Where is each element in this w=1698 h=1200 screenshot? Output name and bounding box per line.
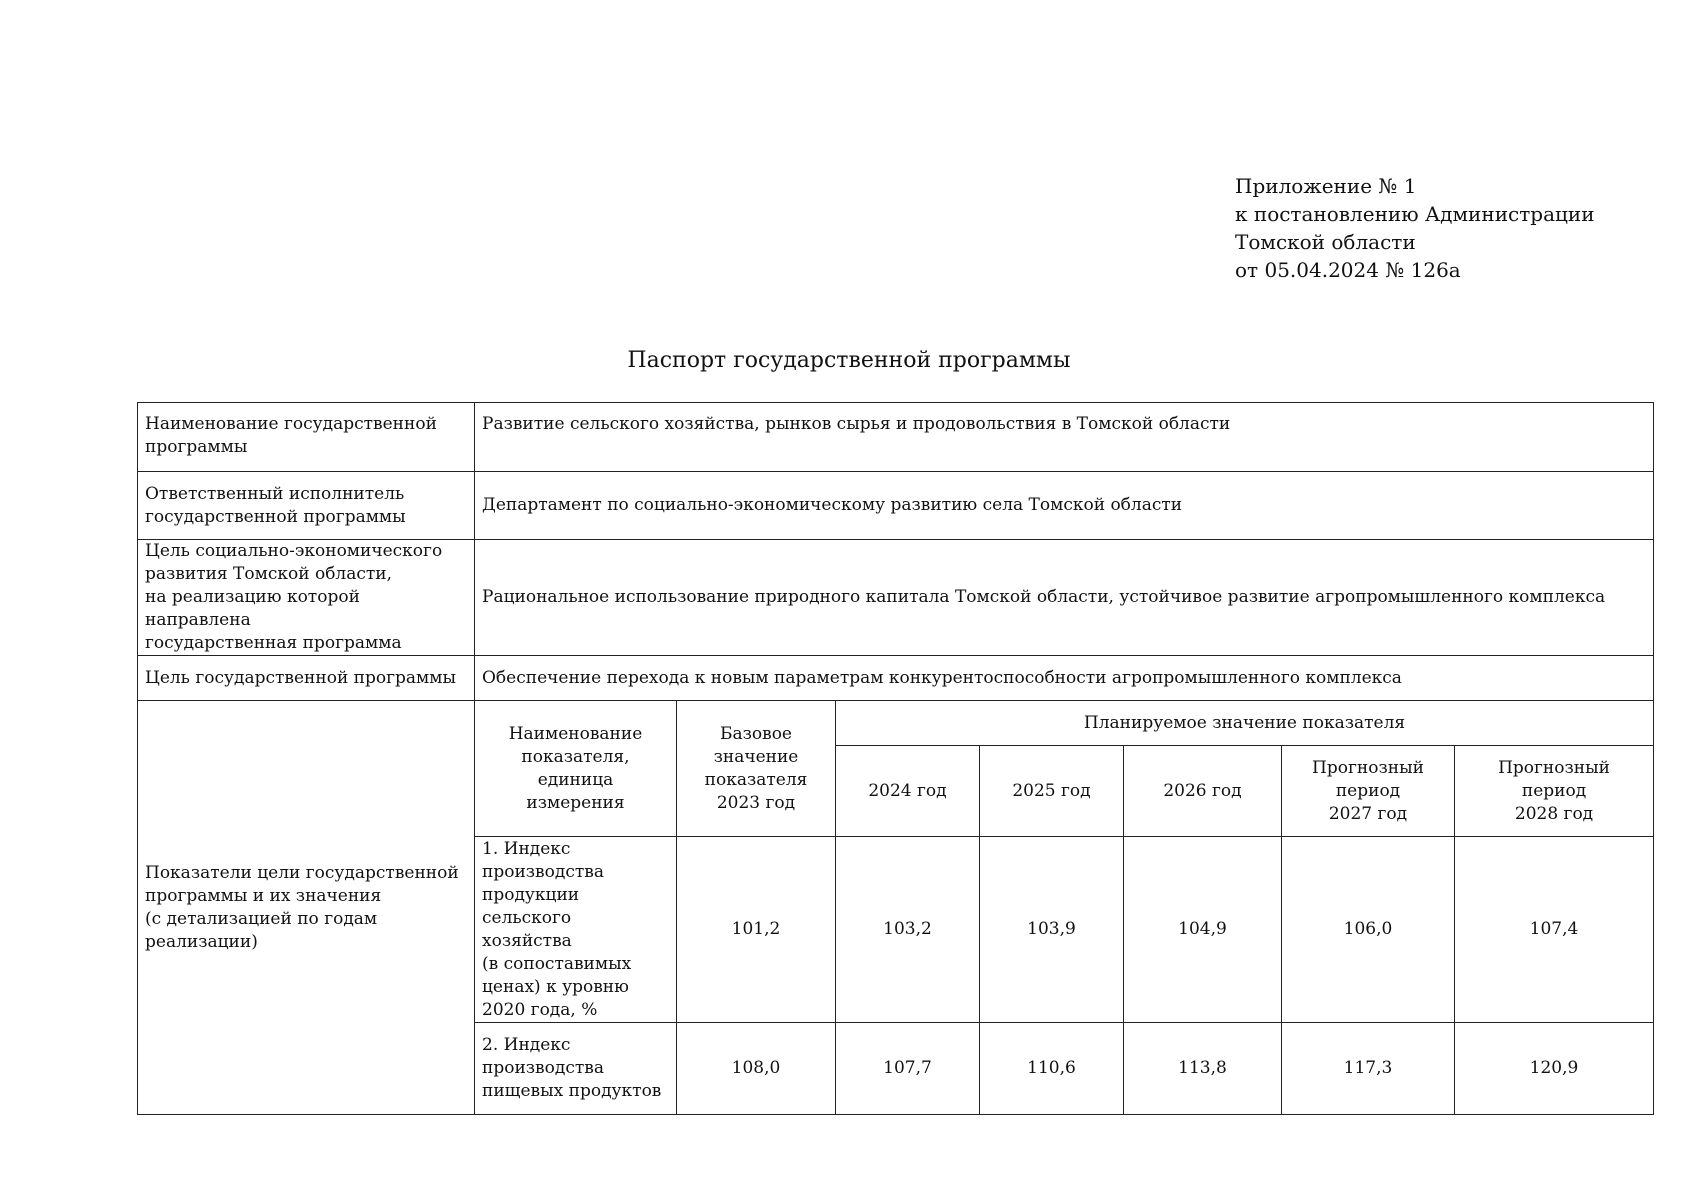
indicator-2-base: 108,0 bbox=[677, 1023, 836, 1115]
appendix-line: от 05.04.2024 № 126а bbox=[1235, 258, 1461, 282]
indicator-2-2027: 117,3 bbox=[1282, 1023, 1455, 1115]
row-value-executor: Департамент по социально-экономическому развитию села Томской области bbox=[475, 472, 1654, 540]
appendix-line: Приложение № 1 bbox=[1235, 174, 1417, 198]
header-planned-value: Планируемое значение показателя bbox=[836, 701, 1654, 746]
row-value-program-name: Развитие сельского хозяйства, рынков сырья и продовольствия в Томской области bbox=[475, 403, 1654, 472]
table-row bbox=[138, 656, 1654, 701]
indicator-1-2025: 103,9 bbox=[980, 837, 1124, 1023]
row-label-program-name: Наименование государственной программы bbox=[138, 403, 475, 472]
header-base-value: Базовое значение показателя 2023 год bbox=[677, 701, 836, 837]
indicator-name-1: 1. Индекс производства продукции сельского хозяйства (в сопоставимых ценах) к уровню 2020 года, % bbox=[475, 837, 677, 1023]
page-title: Паспорт государственной программы bbox=[627, 348, 1071, 373]
row-label-regional-goal: Цель социально-экономического развития Томской области, на реализацию которой направлена государственная программа bbox=[138, 540, 475, 656]
table-row bbox=[138, 540, 1654, 656]
indicator-1-2027: 106,0 bbox=[1282, 837, 1455, 1023]
header-year-2028: Прогнозный период 2028 год bbox=[1455, 746, 1654, 837]
header-indicator-name: Наименование показателя, единица измерения bbox=[475, 701, 677, 837]
row-label-indicators: Показатели цели государственной программы и их значения (с детализацией по годам реализации) bbox=[138, 701, 475, 1115]
passport-table bbox=[137, 402, 1654, 1115]
table-row bbox=[138, 403, 1654, 472]
row-label-program-goal: Цель государственной программы bbox=[138, 656, 475, 701]
indicator-1-2024: 103,2 bbox=[836, 837, 980, 1023]
row-label-executor: Ответственный исполнитель государственной программы bbox=[138, 472, 475, 540]
indicator-name-2: 2. Индекс производства пищевых продуктов bbox=[475, 1023, 677, 1115]
indicator-2-2024: 107,7 bbox=[836, 1023, 980, 1115]
indicator-1-2028: 107,4 bbox=[1455, 837, 1654, 1023]
table-row bbox=[138, 701, 1654, 746]
header-year-2025: 2025 год bbox=[980, 746, 1124, 837]
indicator-1-base: 101,2 bbox=[677, 837, 836, 1023]
appendix-line: Томской области bbox=[1235, 230, 1416, 254]
header-year-2024: 2024 год bbox=[836, 746, 980, 837]
indicator-2-2028: 120,9 bbox=[1455, 1023, 1654, 1115]
indicator-2-2025: 110,6 bbox=[980, 1023, 1124, 1115]
header-year-2027: Прогнозный период 2027 год bbox=[1282, 746, 1455, 837]
indicator-2-2026: 113,8 bbox=[1124, 1023, 1282, 1115]
row-value-regional-goal: Рациональное использование природного капитала Томской области, устойчивое развитие агропромышленного комплекса bbox=[475, 540, 1654, 656]
row-value-program-goal: Обеспечение перехода к новым параметрам конкурентоспособности агропромышленного комплекса bbox=[475, 656, 1654, 701]
table-row bbox=[138, 472, 1654, 540]
indicator-1-2026: 104,9 bbox=[1124, 837, 1282, 1023]
appendix-line: к постановлению Администрации bbox=[1235, 202, 1595, 226]
appendix-block bbox=[1235, 172, 1595, 284]
header-year-2026: 2026 год bbox=[1124, 746, 1282, 837]
